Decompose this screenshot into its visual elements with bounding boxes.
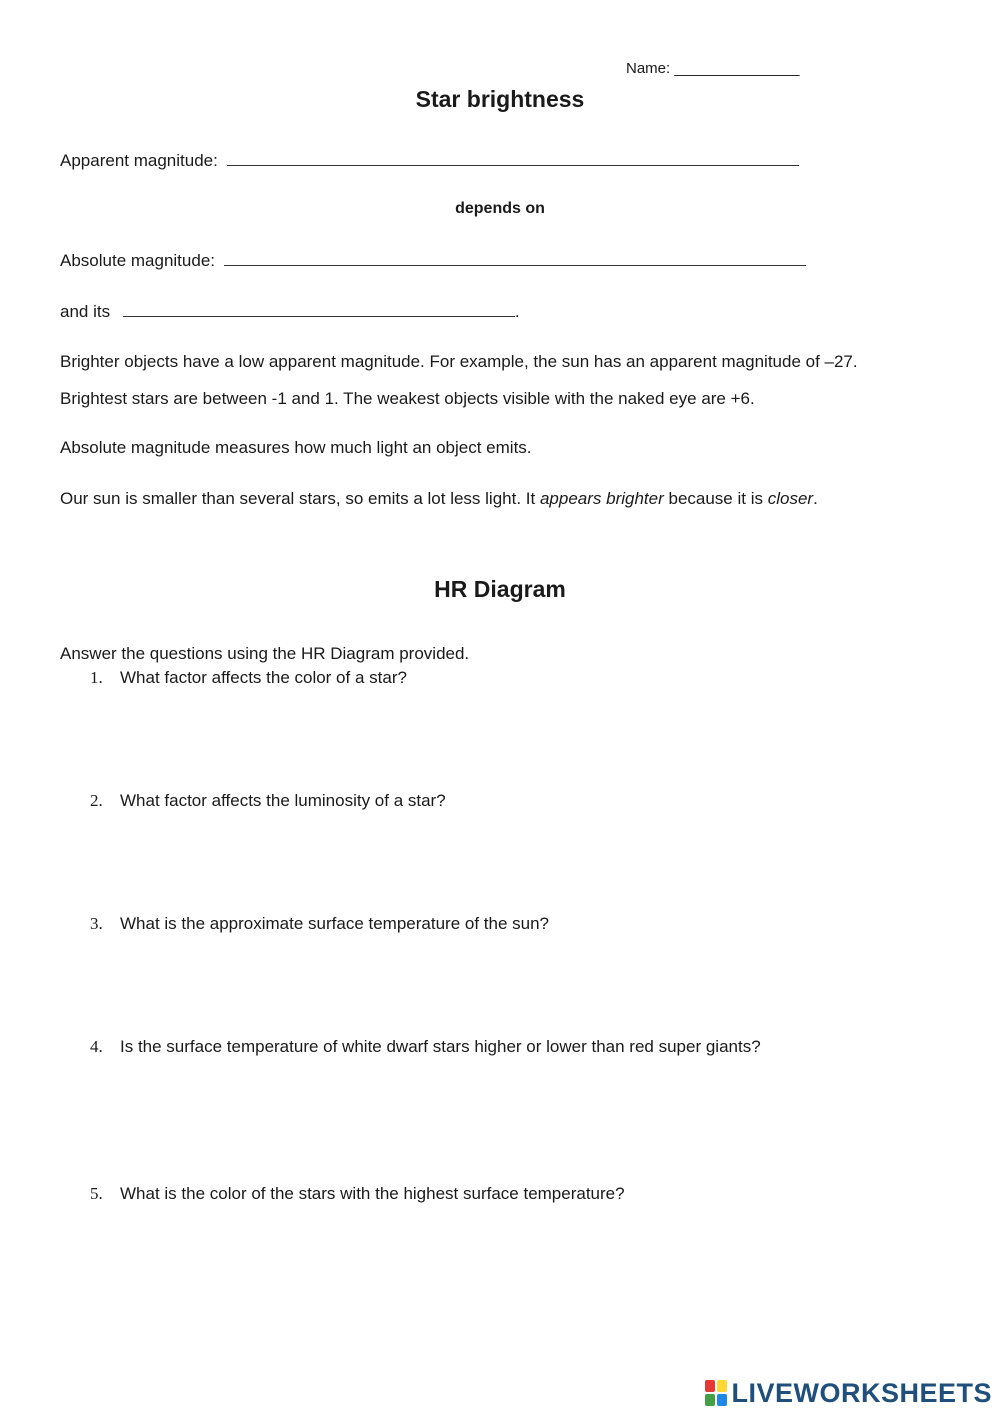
section-title-hr-diagram: HR Diagram: [434, 576, 566, 602]
paragraph-sun-emphasis1: appears brighter: [539, 489, 664, 508]
question-5: [90, 1183, 625, 1205]
question-3: [90, 913, 549, 935]
liveworksheets-logo: [705, 1378, 992, 1408]
liveworksheets-logo-icon: [705, 1380, 727, 1406]
paragraph-sun-part2: because it is: [663, 489, 768, 508]
paragraph-sun-part3: .: [813, 489, 818, 508]
name-field: [626, 60, 800, 77]
name-blank[interactable]: _______________: [674, 60, 800, 77]
logo-square-yellow: [717, 1380, 727, 1392]
apparent-magnitude-row: [60, 149, 799, 172]
logo-text: LIVEWORKSHEETS: [731, 1377, 992, 1408]
paragraph-sun: [60, 488, 818, 510]
paragraph-sun-emphasis2: closer: [767, 489, 814, 508]
logo-square-blue: [717, 1394, 727, 1406]
question-4: [90, 1036, 761, 1058]
question-text: What is the approximate surface temperature of the sun?: [120, 914, 550, 933]
question-text: What factor affects the luminosity of a star?: [120, 791, 446, 810]
paragraph-apparent: Brighter objects have a low apparent magnitude. For example, the sun has an apparent magnitude of –27.: [60, 352, 858, 371]
and-its-label: and its: [60, 302, 111, 321]
absolute-magnitude-row: [60, 249, 806, 272]
question-number: 4.: [90, 1037, 103, 1056]
depends-on-label: depends on: [455, 200, 545, 217]
and-its-blank[interactable]: [123, 300, 515, 317]
and-its-period: .: [514, 302, 520, 321]
question-1: [90, 667, 407, 689]
absolute-magnitude-label: Absolute magnitude:: [60, 251, 215, 270]
apparent-magnitude-label: Apparent magnitude:: [60, 151, 218, 170]
question-text: What is the color of the stars with the highest surface temperature?: [120, 1184, 625, 1203]
logo-square-red: [705, 1380, 715, 1392]
absolute-magnitude-blank[interactable]: [224, 249, 806, 266]
question-number: 1.: [90, 668, 103, 687]
logo-square-green: [705, 1394, 715, 1406]
apparent-magnitude-blank[interactable]: [227, 149, 799, 166]
question-text: What factor affects the color of a star?: [120, 668, 407, 687]
question-number: 5.: [90, 1184, 103, 1203]
question-number: 3.: [90, 914, 103, 933]
name-label: Name:: [626, 60, 671, 77]
question-2: [90, 790, 446, 812]
page-title: Star brightness: [415, 86, 585, 112]
paragraph-sun-part1: Our sun is smaller than several stars, so emits a lot less light. It: [60, 489, 540, 508]
paragraph-absolute: Absolute magnitude measures how much light an object emits.: [60, 438, 532, 457]
question-text: Is the surface temperature of white dwarf stars higher or lower than red super giants?: [120, 1037, 761, 1056]
and-its-row: [60, 300, 520, 323]
paragraph-brightest: Brightest stars are between -1 and 1. The weakest objects visible with the naked eye are +6.: [60, 389, 755, 408]
instructions: Answer the questions using the HR Diagram provided.: [60, 644, 470, 663]
question-number: 2.: [90, 791, 103, 810]
